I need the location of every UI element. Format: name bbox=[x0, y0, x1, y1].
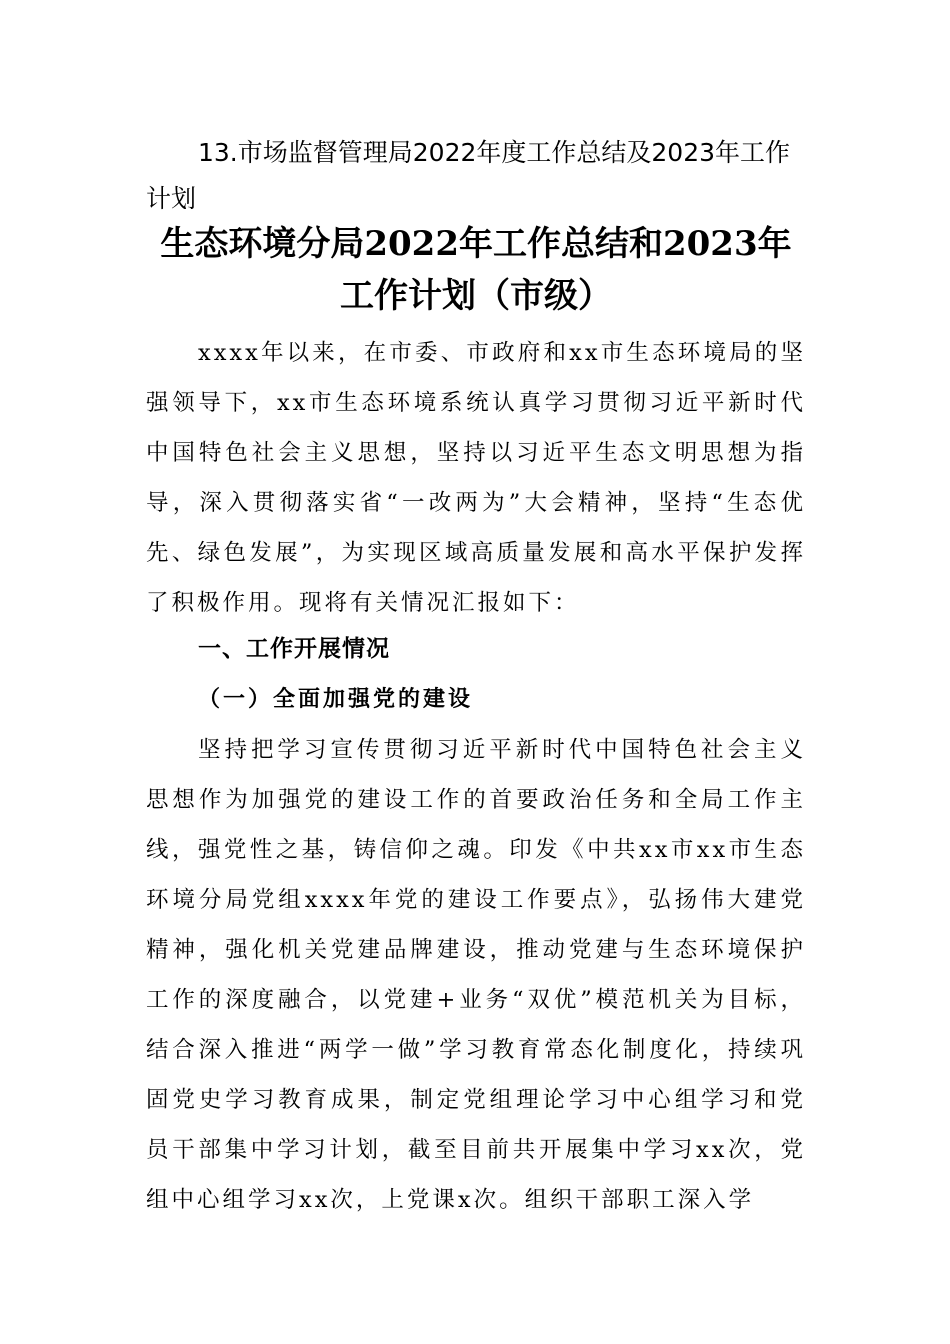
subsection-heading: （一）全面加强党的建设 bbox=[198, 686, 474, 712]
document-heading: 13.市场监督管理局2022年度工作总结及2023年工作计划 bbox=[146, 138, 791, 213]
intro-paragraph: xxxx年以来，在市委、市政府和xx市生态环境局的坚强领导下，xx市生态环境系统认真学习贯彻习近平新时代中国特色社会主义思想，坚持以习近平生态文明思想为指导，深入贯彻落实省“一改两为”大会精神，坚持“生态优先、绿色发展”，为实现区域高质量发展和高水平保护发挥了积极作用。现将有关情况汇报如下： bbox=[146, 340, 806, 616]
section-heading: 一、工作开展情况 bbox=[198, 636, 390, 662]
document-title: 生态环境分局2022年工作总结和2023年工作计划（市级） bbox=[160, 224, 792, 316]
body-paragraph: 坚持把学习宣传贯彻习近平新时代中国特色社会主义思想作为加强党的建设工作的首要政治任务和全局工作主线，强党性之基，铸信仰之魂。印发《中共xx市xx市生态环境分局党组xxxx年党的建设工作要点》，弘扬伟大建党精神，强化机关党建品牌建设，推动党建与生态环境保护工作的深度融合，以党建+业务“双优”模范机关为目标，结合深入推进“两学一做”学习教育常态化制度化，持续巩固党史学习教育成果，制定党组理论学习中心组学习和党员干部集中学习计划，截至目前共开展集中学习xx次，党组中心组学习xx次，上党课x次。组织干部职工深入学 bbox=[146, 737, 806, 1213]
